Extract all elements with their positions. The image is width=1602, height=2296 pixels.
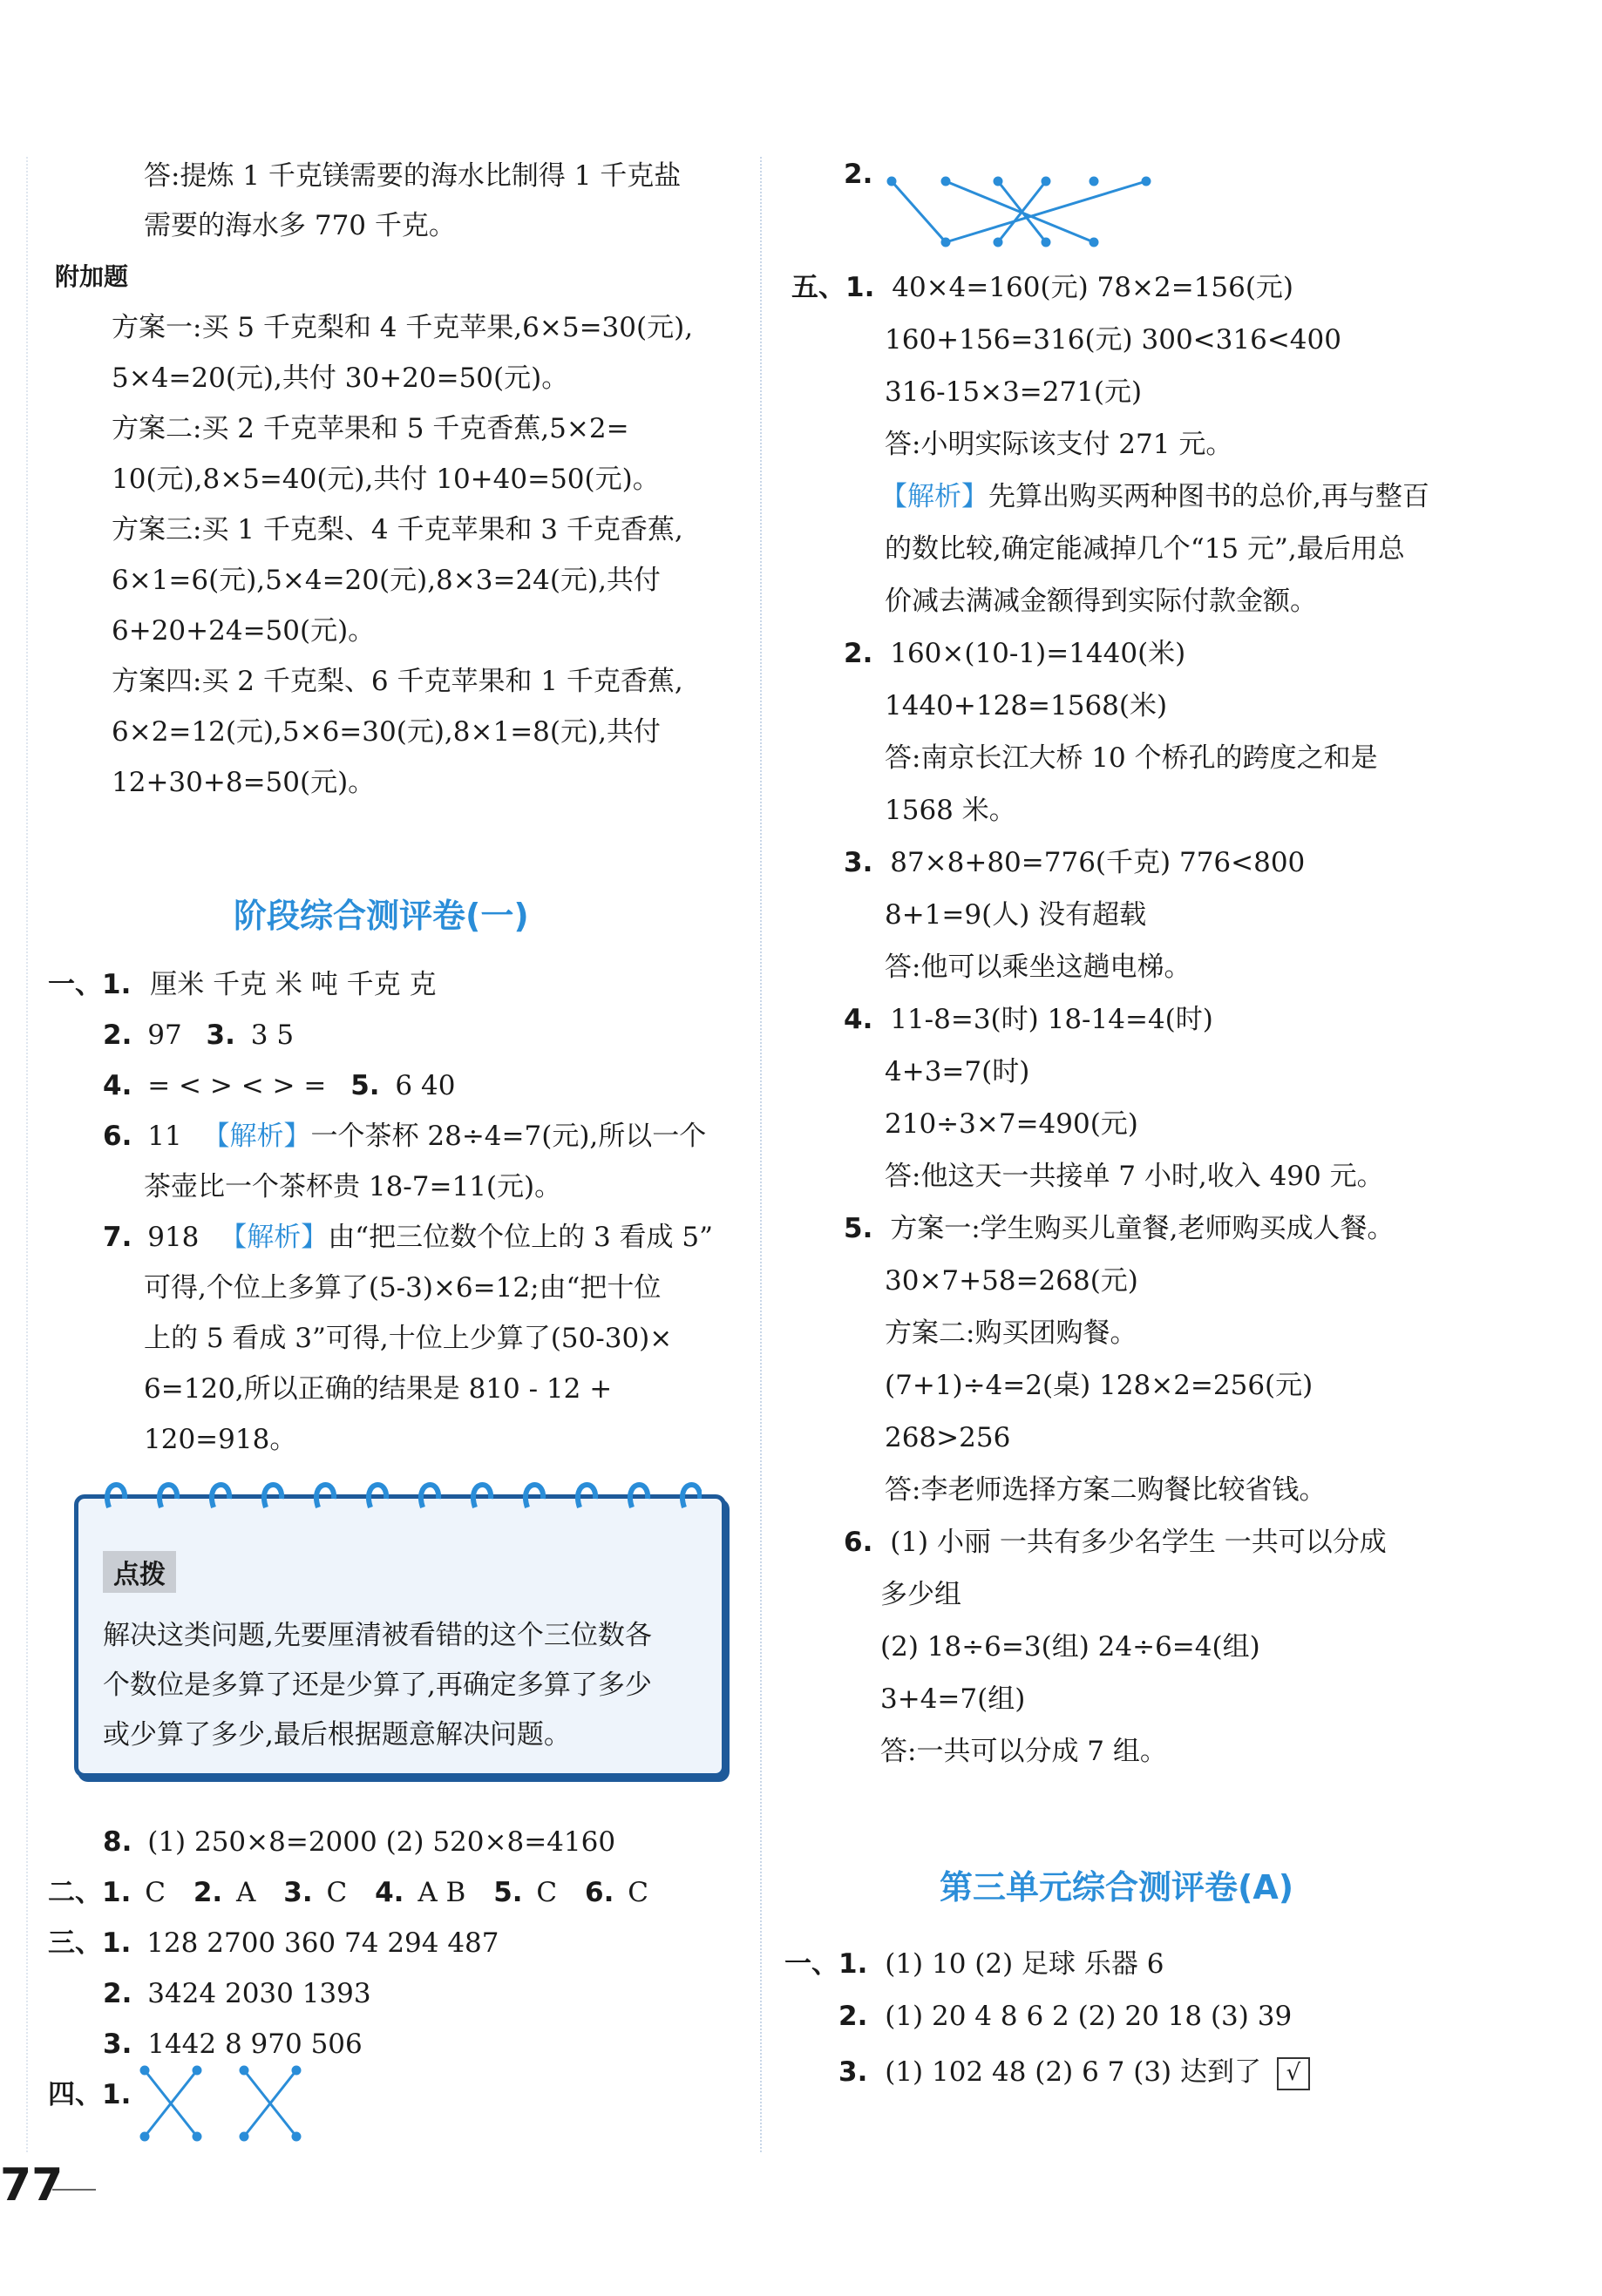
matching-lines-icon <box>139 2065 314 2144</box>
answer-text: A B <box>417 1877 466 1908</box>
answer-text: 4+3=7(时) <box>885 1056 1030 1087</box>
section-label: 四、 <box>48 2079 102 2110</box>
answer-text: 128 2700 360 74 294 487 <box>146 1927 499 1959</box>
answer-text: 厘米 千克 米 吨 千克 克 <box>150 969 437 1000</box>
plan-line: 6×2=12(元),5×6=30(元),8×1=8(元),共付 <box>112 716 661 748</box>
question-number: 3. <box>844 847 873 878</box>
answer-text: 答:一共可以分成 7 组。 <box>880 1736 1167 1767</box>
plan-line: 12+30+8=50(元)。 <box>112 767 376 798</box>
tip-label: 点拨 <box>103 1551 176 1593</box>
answer-text: 3+4=7(组) <box>880 1683 1026 1715</box>
extra-question-heading: 附加题 <box>55 262 129 291</box>
plan-line: 方案一:买 5 千克梨和 4 千克苹果,6×5=30(元), <box>112 312 694 343</box>
answer-text: 6 40 <box>395 1070 456 1101</box>
tip-text: 个数位是多算了还是少算了,再确定多算了多少 <box>103 1670 652 1701</box>
answer-text: 方案一:学生购买儿童餐,老师购买成人餐。 <box>890 1213 1395 1244</box>
tip-text: 解决这类问题,先要厘清被看错的这个三位数各 <box>103 1620 652 1651</box>
page-number-rule <box>52 2189 96 2191</box>
plan-line: 方案四:买 2 千克梨、6 千克苹果和 1 千克香蕉, <box>112 666 683 697</box>
plan-line: 10(元),8×5=40(元),共付 10+40=50(元)。 <box>112 464 660 495</box>
spiral-binding-icon <box>100 1473 702 1516</box>
analysis-text: 一个茶杯 28÷4=7(元),所以一个 <box>310 1121 707 1152</box>
section-label: 二、 <box>48 1877 102 1908</box>
answer-text: 11 <box>147 1121 182 1152</box>
answer-text: C <box>536 1877 558 1908</box>
section-heading: 第三单元综合测评卷(A) <box>940 1868 1294 1907</box>
matching-lines-icon <box>885 166 1164 253</box>
answer-text: C <box>326 1877 348 1908</box>
plan-line: 方案三:买 1 千克梨、4 千克苹果和 3 千克香蕉, <box>112 514 683 545</box>
question-number: 1. <box>845 272 875 303</box>
question-number: 3. <box>838 2056 868 2088</box>
question-number: 2. <box>844 638 873 669</box>
answer-text: 3 5 <box>250 1019 295 1051</box>
analysis-text: 由“把三位数个位上的 3 看成 5” <box>328 1222 713 1253</box>
answer-text: 87×8+80=776(千克) 776<800 <box>890 847 1306 878</box>
answer-text: 1442 8 970 506 <box>147 2028 363 2060</box>
analysis-text: 可得,个位上多算了(5-3)×6=12;由“把十位 <box>144 1272 662 1304</box>
analysis-text: 的数比较,确定能减掉几个“15 元”,最后用总 <box>885 533 1405 565</box>
answer-text: 316-15×3=271(元) <box>885 376 1143 408</box>
answer-text: (1) 250×8=2000 (2) 520×8=4160 <box>147 1826 616 1858</box>
answer-text: 11-8=3(时) 18-14=4(时) <box>890 1004 1213 1035</box>
answer-text: C <box>628 1877 648 1908</box>
question-number: 2. <box>193 1877 223 1908</box>
answer-line: 答:提炼 1 千克镁需要的海水比制得 1 千克盐 <box>144 160 682 192</box>
question-number: 3. <box>206 1019 235 1051</box>
answer-line: 需要的海水多 770 千克。 <box>144 210 456 241</box>
question-number: 1. <box>838 1948 868 1980</box>
question-number: 1. <box>102 1927 132 1959</box>
answer-text: 答:他可以乘坐这趟电梯。 <box>885 952 1191 983</box>
answer-text: (7+1)÷4=2(桌) 128×2=256(元) <box>885 1370 1314 1401</box>
analysis-text: 6=120,所以正确的结果是 810 - 12 + <box>144 1373 613 1405</box>
answer-text: 160+156=316(元) 300<316<400 <box>885 324 1341 356</box>
analysis-tag: 【解析】 <box>220 1222 329 1253</box>
question-number: 7. <box>103 1222 132 1253</box>
analysis-text: 价减去满减金额得到实际付款金额。 <box>885 586 1317 617</box>
question-number: 8. <box>103 1826 132 1858</box>
answer-text: 40×4=160(元) 78×2=156(元) <box>892 272 1294 303</box>
question-number: 6. <box>103 1121 132 1152</box>
analysis-text: 先算出购买两种图书的总价,再与整百 <box>988 481 1429 512</box>
question-number: 4. <box>375 1877 404 1908</box>
answer-text: 答:小明实际该支付 271 元。 <box>885 429 1233 460</box>
question-number: 4. <box>103 1070 132 1101</box>
question-number: 4. <box>844 1004 873 1035</box>
answer-text: (1) 小丽 一共有多少名学生 一共可以分成 <box>890 1527 1387 1558</box>
answer-text: 160×(10-1)=1440(米) <box>890 638 1186 669</box>
answer-text: 97 <box>147 1019 182 1051</box>
answer-text: 方案二:购买团购餐。 <box>885 1317 1137 1349</box>
page-number: 77 <box>0 2159 64 2211</box>
answer-text: (1) 20 4 8 6 2 (2) 20 18 (3) 39 <box>885 2001 1293 2032</box>
answer-text: 答:南京长江大桥 10 个桥孔的跨度之和是 <box>885 742 1378 774</box>
section-label: 一、 <box>48 969 102 1000</box>
answer-text: (1) 10 (2) 足球 乐器 6 <box>885 1948 1164 1980</box>
question-number: 1. <box>102 1877 132 1908</box>
question-number: 6. <box>844 1527 873 1558</box>
question-number: 5. <box>493 1877 523 1908</box>
answer-text: 答:他这天一共接单 7 小时,收入 490 元。 <box>885 1161 1384 1192</box>
question-number: 2. <box>844 159 873 190</box>
analysis-tag: 【解析】 <box>202 1121 311 1152</box>
question-number: 3. <box>103 2028 132 2060</box>
question-number: 2. <box>838 2001 868 2032</box>
analysis-text: 120=918。 <box>144 1424 297 1455</box>
question-number: 3. <box>283 1877 313 1908</box>
analysis-tag: 【解析】 <box>880 481 988 512</box>
question-number: 2. <box>103 1978 132 2009</box>
plan-line: 5×4=20(元),共付 30+20=50(元)。 <box>112 362 569 394</box>
section-label: 一、 <box>784 1948 838 1980</box>
plan-line: 方案二:买 2 千克苹果和 5 千克香蕉,5×2= <box>112 413 629 444</box>
answer-text: 918 <box>147 1222 200 1253</box>
answer-text: 3424 2030 1393 <box>147 1978 371 2009</box>
answer-text: (1) 102 48 (2) 6 7 (3) 达到了 <box>885 2056 1261 2088</box>
analysis-text: 茶壶比一个茶杯贵 18-7=11(元)。 <box>144 1171 562 1202</box>
answer-text: 答:李老师选择方案二购餐比较省钱。 <box>885 1474 1327 1506</box>
section-2-row <box>48 1873 648 1912</box>
tip-text: 或少算了多少,最后根据题意解决问题。 <box>103 1719 571 1751</box>
left-margin-rule <box>26 157 28 2152</box>
analysis-text: 上的 5 看成 3”可得,十位上少算了(50-30)× <box>144 1323 673 1354</box>
question-number: 5. <box>350 1070 380 1101</box>
answer-text: C <box>145 1877 166 1908</box>
question-number: 5. <box>844 1213 873 1244</box>
plan-line: 6×1=6(元),5×4=20(元),8×3=24(元),共付 <box>112 565 661 596</box>
answer-text: (2) 18÷6=3(组) 24÷6=4(组) <box>880 1631 1260 1663</box>
section-label: 三、 <box>48 1927 102 1959</box>
question-number: 1. <box>102 969 132 1000</box>
question-number: 1. <box>102 2079 132 2110</box>
answer-text: 210÷3×7=490(元) <box>885 1108 1138 1140</box>
section-heading: 阶段综合测评卷(一) <box>234 897 529 935</box>
plan-line: 6+20+24=50(元)。 <box>112 615 376 647</box>
answer-text: 268>256 <box>885 1422 1011 1453</box>
question-number: 2. <box>103 1019 132 1051</box>
answer-text: = < > < > = <box>147 1070 327 1101</box>
answer-text: 1568 米。 <box>885 795 1016 826</box>
answer-text: 多少组 <box>880 1579 961 1610</box>
column-divider <box>760 157 762 2152</box>
answer-text: 1440+128=1568(米) <box>885 690 1168 721</box>
answer-text: A <box>236 1877 256 1908</box>
answer-text: 8+1=9(人) 没有超载 <box>885 899 1147 931</box>
question-number: 6. <box>585 1877 614 1908</box>
checkbox-icon: √ <box>1277 2057 1310 2090</box>
answer-text: 30×7+58=268(元) <box>885 1265 1138 1297</box>
section-label: 五、 <box>791 272 845 303</box>
